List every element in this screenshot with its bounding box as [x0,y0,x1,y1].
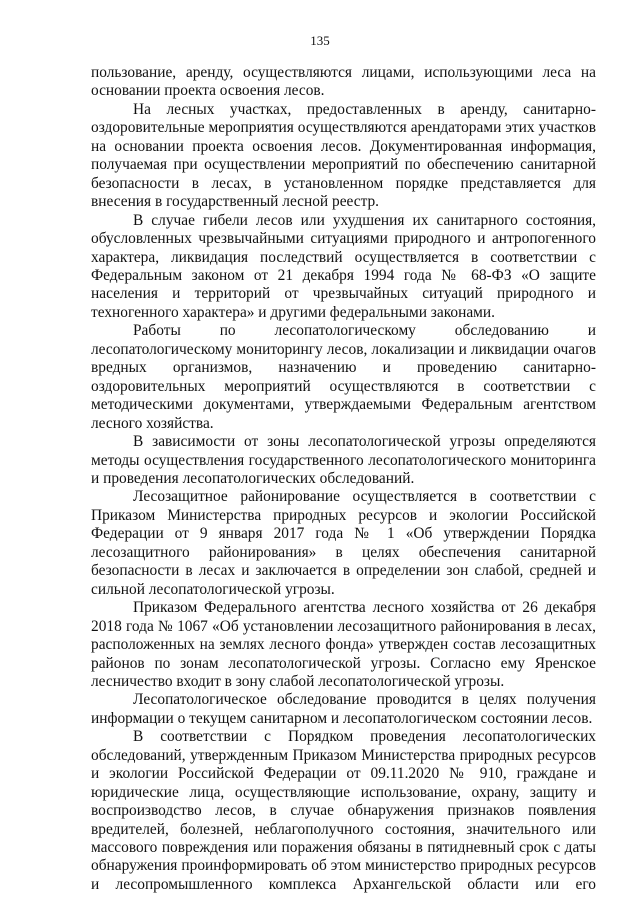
paragraph-lease-sanitary-measures: На лесных участках, предоставленных в аренду, санитарно-оздоровительные мероприятия осуществляются арендаторами этих участков на основании проекта освоения лесов. Документированная информация, получаемая при осуществлении мероприятий по обеспечению санитарной безопасности в лесах, в установленном порядке представляется для внесения в государственный лесной реестр. [91,100,596,211]
paragraph-emergency-consequences: В случае гибели лесов или ухудшения их санитарного состояния, обусловленных чрезвычайными ситуациями природного и антропогенного характера, ликвидация последствий осуществляется в соответствии с Федеральным законом от 21 декабря 1994 года № 68-ФЗ «О защите населения и территорий от чрезвычайных ситуаций природного и техногенного характера» и другими федеральными законами. [91,211,596,321]
paragraph-inspection-procedure: В соответствии с Порядком проведения лесопатологических обследований, утвержденным Приказом Министерства природных ресурсов и экологии Российской Федерации от 09.11.2020 № 910, граждане и юридические лица, осуществляющие использование, охрану, защиту и воспроизводство лесов, в случае обнаружения признаков появления вредителей, болезней, неблагополучного состояния, значительного или массового повреждения или поражения обязаны в пятидневный срок с даты обнаружения проинформировать об этом министерство природных ресурсов и лесопромышленного комплекса Архангельской области или его [91,728,596,893]
paragraph-continuation: пользование, аренду, осуществляются лицами, использующими леса на основании проекта освоения лесов. [91,64,596,100]
paragraph-rosleskhoz-order: Приказом Федерального агентства лесного хозяйства от 26 декабря 2018 года № 1067 «Об установлении лесозащитного районирования в лесах, расположенных на землях лесного фонда» утвержден состав лесозащитных районов по зонам лесопатологической угрозы. Согласно ему Яренское лесничество входит в зону слабой лесопатологической угрозы. [91,599,596,690]
document-body [91,64,596,894]
paragraph-threat-zone-methods: В зависимости от зоны лесопатологической угрозы определяются методы осуществления государственного лесопатологического мониторинга и проведения лесопатологических обследований. [91,433,596,487]
paragraph-inspection-purpose: Лесопатологическое обследование проводится в целях получения информации о текущем санитарном и лесопатологическом состоянии лесов. [91,691,596,727]
paragraph-monitoring-works: Работы по лесопатологическому обследованию и лесопатологическому мониторингу лесов, локализации и ликвидации очагов вредных организмов, назначению и проведению санитарно-оздоровительных мероприятий осуществляются в соответствии с методическими документами, утверждаемыми Федеральным агентством лесного хозяйства. [91,322,596,432]
page-number: 135 [310,33,330,48]
paragraph-forest-protection-zoning: Лесозащитное районирование осуществляется в соответствии с Приказом Министерства природных ресурсов и экологии Российской Федерации от 9 января 2017 года № 1 «Об утверждении Порядка лесозащитного районирования» в целях обеспечения санитарной безопасности в лесах и заключается в определении зон слабой, средней и сильной лесопатологической угрозы. [91,488,596,598]
